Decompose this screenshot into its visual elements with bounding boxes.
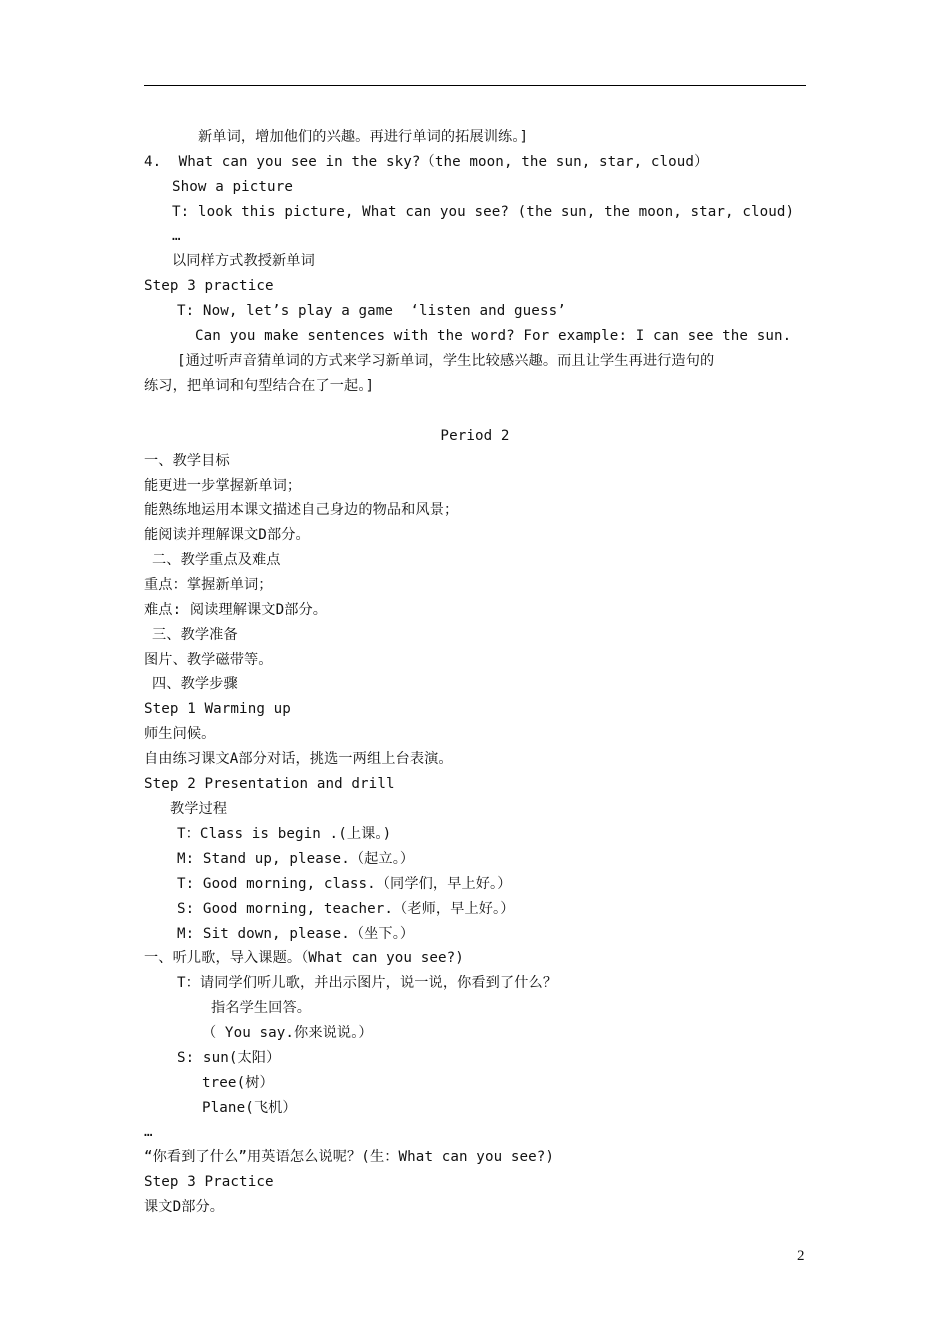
text-line: Step 3 practice [144, 278, 274, 294]
page-number: 2 [797, 1248, 805, 1264]
text-line: 重点：掌握新单词； [144, 577, 273, 593]
text-line: S: sun(太阳） [177, 1050, 281, 1066]
text-line: T: Now, let’s play a game ‘listen and guess’ [177, 303, 566, 319]
text-line: 能更进一步掌握新单词； [144, 478, 302, 494]
text-line: 以同样方式教授新单词 [172, 253, 315, 269]
text-line: 新单词，增加他们的兴趣。再进行单词的拓展训练。] [198, 129, 529, 145]
text-line: M: Sit down, please.（坐下。） [177, 926, 415, 942]
text-line: [通过听声音猜单词的方式来学习新单词，学生比较感兴趣。而且让学生再进行造句的 [177, 353, 715, 369]
text-line: 难点: 阅读理解课文D部分。 [144, 602, 328, 618]
text-line: 教学过程 [170, 801, 228, 817]
text-line: 一、教学目标 [144, 453, 230, 469]
text-line: Plane(飞机） [202, 1100, 297, 1116]
text-line: 自由练习课文A部分对话，挑选一两组上台表演。 [144, 751, 453, 767]
text-line: Step 2 Presentation and drill [144, 776, 395, 792]
section-title: Period 2 [440, 428, 510, 444]
text-line: Step 1 Warming up [144, 701, 291, 717]
text-line: T：Class is begin .(上课。) [177, 826, 392, 842]
text-line: … [172, 228, 181, 244]
text-line: （ You say.你来说说。） [202, 1025, 373, 1041]
text-line: 能阅读并理解课文D部分。 [144, 527, 310, 543]
text-line: S: Good morning, teacher.（老师，早上好。） [177, 901, 515, 917]
text-line: 二、教学重点及难点 [152, 552, 281, 568]
text-line: Can you make sentences with the word? For example: I can see the sun. [195, 328, 792, 344]
text-line: Show a picture [172, 179, 293, 195]
text-line: tree(树） [202, 1075, 274, 1091]
text-line: 指名学生回答。 [211, 1000, 312, 1016]
text-line: M: Stand up, please.（起立。） [177, 851, 415, 867]
text-line: 一、听儿歌，导入课题。（What can you see?) [144, 950, 464, 966]
text-line: Step 3 Practice [144, 1174, 274, 1190]
text-line: T: Good morning, class.（同学们，早上好。） [177, 876, 512, 892]
text-line: “你看到了什么”用英语怎么说呢？(生：What can you see?) [144, 1149, 555, 1165]
text-line: T：请同学们听儿歌，并出示图片，说一说，你看到了什么？ [177, 975, 558, 991]
text-line: 能熟练地运用本课文描述自己身边的物品和风景； [144, 502, 459, 518]
text-line: 课文D部分。 [144, 1199, 225, 1215]
text-line: 四、教学步骤 [152, 676, 238, 692]
text-line: 图片、教学磁带等。 [144, 652, 273, 668]
text-line: 三、教学准备 [152, 627, 238, 643]
header-rule [144, 85, 806, 86]
text-line: 4. What can you see in the sky?（the moon, the sun, star, cloud） [144, 154, 709, 170]
text-line: T: look this picture, What can you see? (the sun, the moon, star, cloud) [172, 204, 795, 220]
text-line: 师生问候。 [144, 726, 216, 742]
text-line: … [144, 1124, 153, 1140]
text-line: 练习，把单词和句型结合在了一起。] [144, 378, 375, 394]
